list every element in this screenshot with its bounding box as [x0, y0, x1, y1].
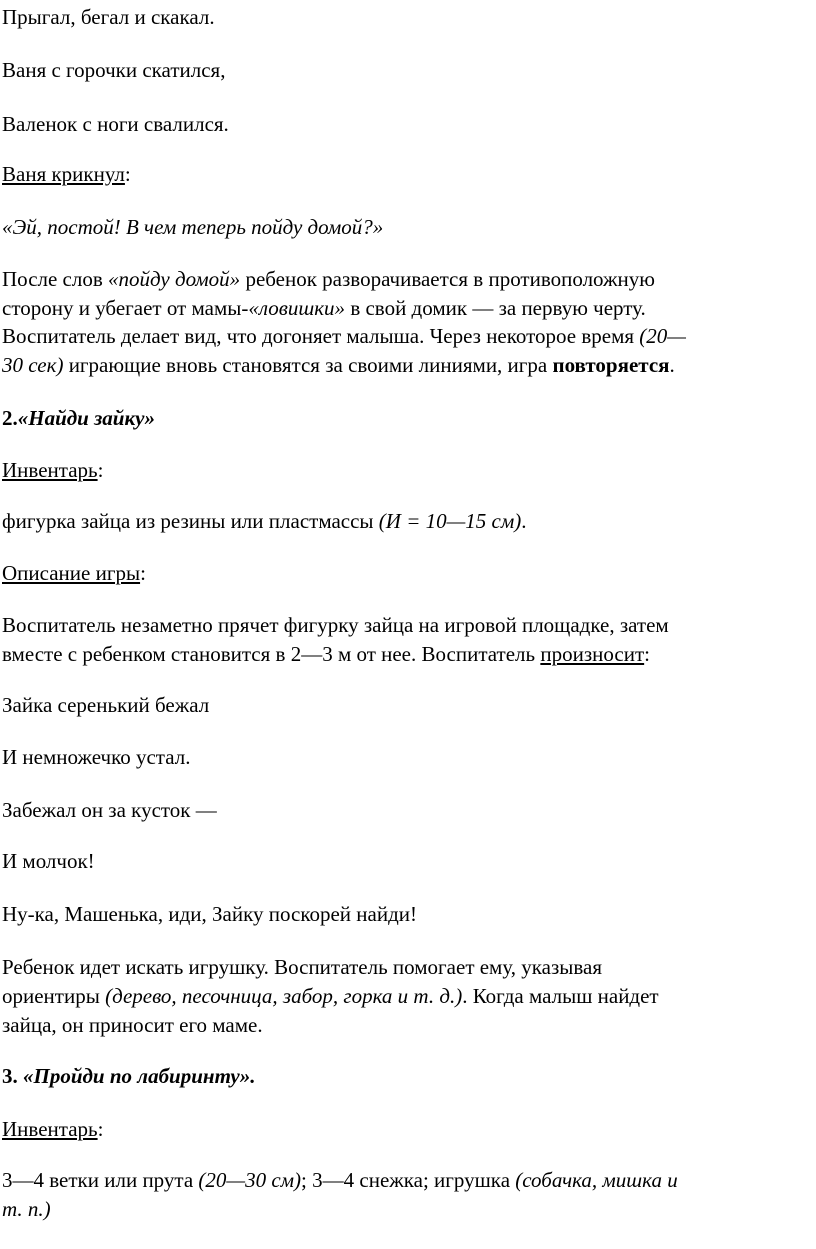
italic-run: (20—30 см)	[198, 1168, 302, 1192]
inventory-label-2	[2, 1115, 810, 1144]
paragraph-line	[2, 294, 810, 323]
verse-line-1	[2, 3, 810, 32]
italic-run: (собачка, мишка и	[515, 1168, 678, 1192]
label-text: Инвентарь	[2, 1117, 98, 1141]
text-run: играющие вновь становятся за своими линиями, игра	[63, 353, 553, 377]
verse-line-5	[2, 743, 810, 772]
colon: :	[97, 1117, 104, 1141]
verse-text: Забежал он за кусток —	[2, 798, 217, 822]
label-text: Инвентарь	[2, 458, 98, 482]
colon: :	[97, 458, 104, 482]
paragraph-line	[2, 322, 810, 351]
speaker-label: Ваня крикнул	[2, 162, 125, 186]
verse-line-3	[2, 110, 810, 139]
speaker-line	[2, 160, 810, 189]
bold-run: повторяется	[552, 353, 670, 377]
text-run: ориентиры	[2, 984, 106, 1008]
text-run: Воспитатель незаметно прячет фигурку зайца на игровой площадке, затем	[2, 613, 669, 637]
verse-text: И немножечко устал.	[2, 745, 191, 769]
label-text: Описание игры	[2, 561, 141, 585]
paragraph-line	[2, 1166, 810, 1195]
paragraph-line	[2, 265, 810, 294]
text-run: Воспитатель делает вид, что догоняет малыша. Через некоторое время	[2, 324, 640, 348]
text-run: зайца, он приносит его маме.	[2, 1013, 263, 1037]
heading-number: 3.	[2, 1064, 23, 1088]
italic-run: (дерево, песочница, забор, горка и т. д.)	[105, 984, 463, 1008]
text-run: ребенок разворачивается в противоположную	[240, 267, 655, 291]
paragraph-line	[2, 953, 810, 982]
inventory-label	[2, 456, 810, 485]
verse-text: Валенок с ноги свалился.	[2, 112, 229, 136]
paragraph-line	[2, 351, 810, 380]
italic-run: (20—	[639, 324, 686, 348]
text-run: 3—4 ветки или прута	[2, 1168, 199, 1192]
text-run: После слов	[2, 267, 109, 291]
paragraph-line	[2, 1195, 810, 1224]
colon: :	[124, 162, 131, 186]
colon: :	[140, 561, 146, 585]
verse-text: Зайка серенький бежал	[2, 693, 210, 717]
text-run: .	[669, 353, 675, 377]
italic-run: «ловишки»	[248, 296, 346, 320]
section-heading-2	[2, 404, 810, 433]
paragraph-line	[2, 1011, 810, 1040]
text-run: в свой домик — за первую черту.	[345, 296, 646, 320]
heading-title: «Пройди по лабиринту».	[23, 1064, 256, 1088]
italic-run: (И = 10—15 см)	[378, 509, 522, 533]
quote-text: «Эй, постой! В чем теперь пойду домой?»	[2, 215, 384, 239]
underlined-run: произносит	[540, 642, 645, 666]
text-run: .	[521, 509, 527, 533]
text-run: фигурка зайца из резины или пластмассы	[2, 509, 379, 533]
verse-line-7	[2, 847, 810, 876]
text-run: Ребенок идет искать игрушку. Воспитатель помогает ему, указывая	[2, 955, 602, 979]
heading-title: «Найди зайку»	[17, 406, 155, 430]
paragraph-line	[2, 611, 810, 640]
text-run: вместе с ребенком становится в 2—3 м от нее. Воспитатель	[2, 642, 541, 666]
inventory-text	[2, 507, 810, 536]
text-run: сторону и убегает от мамы-	[2, 296, 249, 320]
heading-number: 2.	[2, 406, 18, 430]
quote-line	[2, 213, 810, 242]
verse-line-4	[2, 691, 810, 720]
paragraph-line	[2, 982, 810, 1011]
text-run: ; 3—4 снежка; игрушка	[301, 1168, 516, 1192]
description-label	[2, 559, 810, 588]
verse-text: Ваня с горочки скатился,	[2, 58, 226, 82]
italic-run: 30 сек)	[2, 353, 64, 377]
section-heading-3	[2, 1062, 810, 1091]
paragraph-line	[2, 640, 810, 669]
verse-text: Прыгал, бегал и скакал.	[2, 5, 215, 29]
verse-text: И молчок!	[2, 849, 95, 873]
italic-run: «пойду домой»	[108, 267, 241, 291]
italic-run: т. п.)	[2, 1197, 51, 1221]
verse-text: Ну-ка, Машенька, иди, Зайку поскорей найди!	[2, 902, 418, 926]
text-run: :	[644, 642, 650, 666]
verse-line-8	[2, 900, 810, 929]
text-run: . Когда малыш найдет	[462, 984, 659, 1008]
verse-line-6	[2, 796, 810, 825]
verse-line-2	[2, 56, 810, 85]
